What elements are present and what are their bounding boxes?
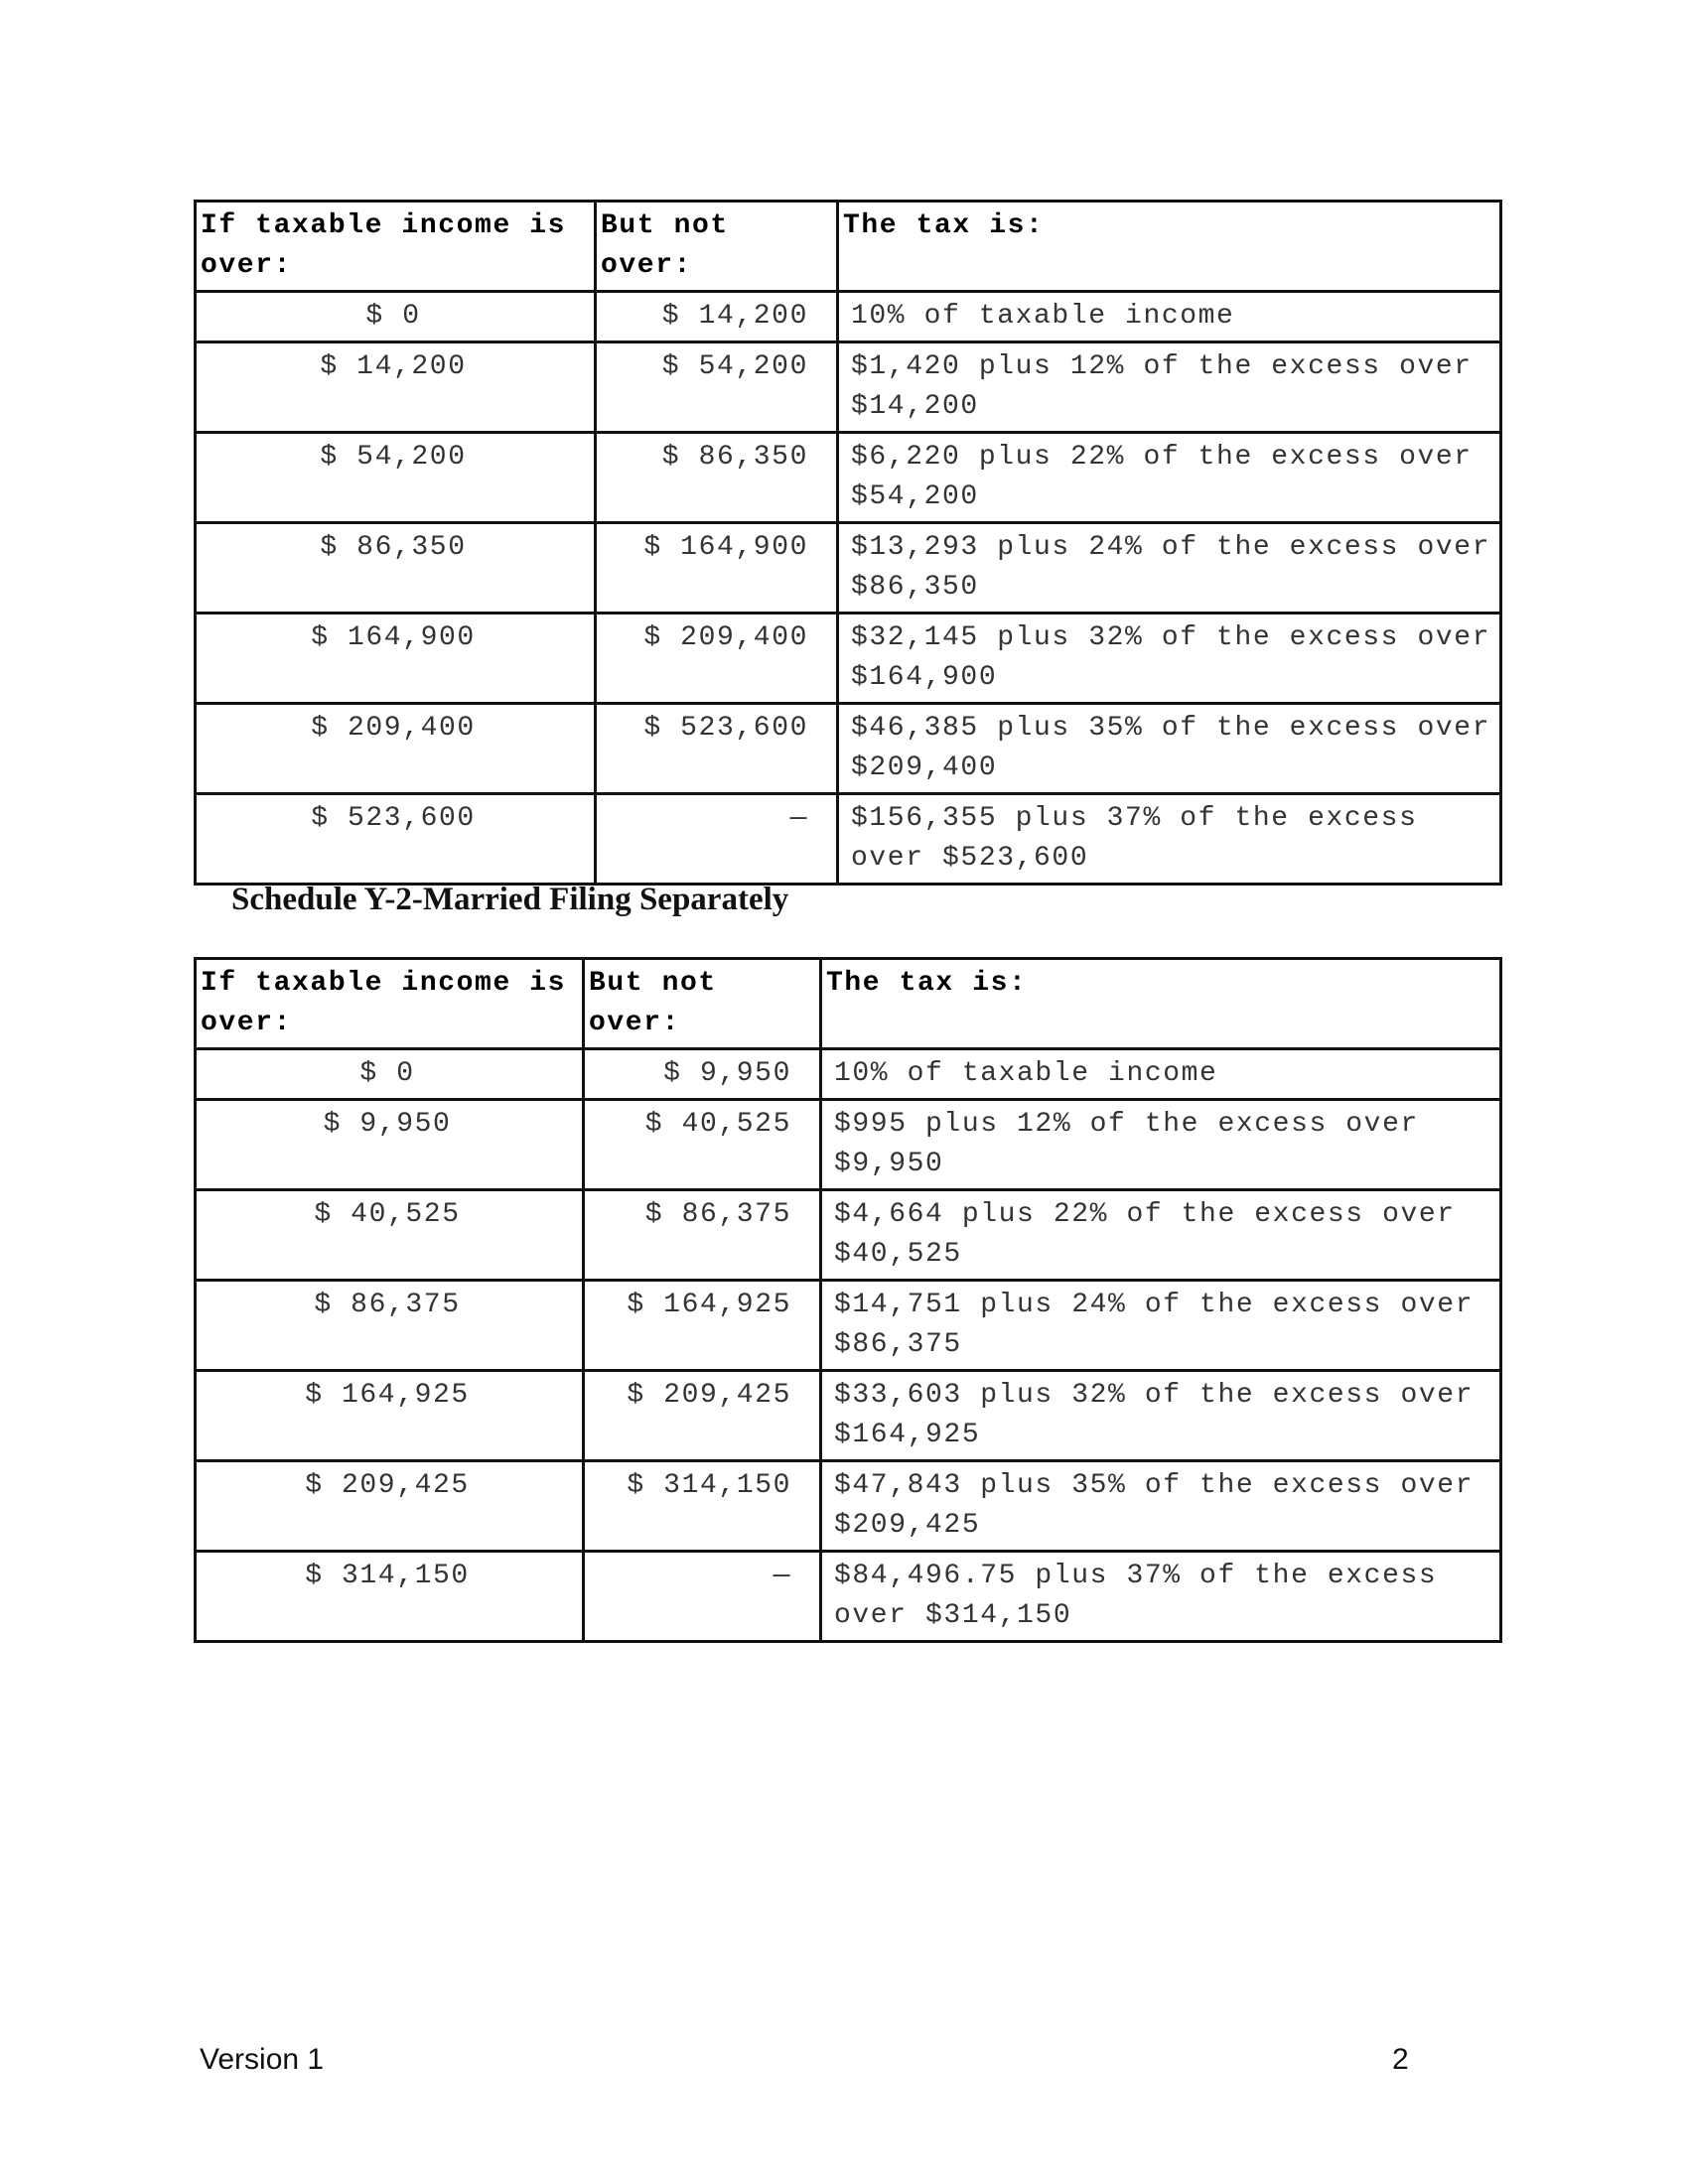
cell-tax-is: 10% of taxable income xyxy=(838,292,1501,342)
cell-income-over: $ 40,525 xyxy=(196,1190,584,1281)
cell-but-not-over: $ 164,925 xyxy=(584,1281,821,1371)
table-row xyxy=(196,523,1501,614)
cell-income-over: $ 314,150 xyxy=(196,1552,584,1642)
cell-tax-is: $84,496.75 plus 37% of the excess over $314,150 xyxy=(821,1552,1501,1642)
table-row xyxy=(196,433,1501,523)
cell-tax-is: $13,293 plus 24% of the excess over $86,350 xyxy=(838,523,1501,614)
cell-income-over: $ 164,900 xyxy=(196,614,596,704)
cell-tax-is: 10% of taxable income xyxy=(821,1049,1501,1100)
cell-income-over: $ 523,600 xyxy=(196,794,596,885)
cell-but-not-over: $ 40,525 xyxy=(584,1100,821,1190)
cell-income-over: $ 14,200 xyxy=(196,342,596,433)
header-but-not-over: But not over: xyxy=(596,202,838,292)
table-row xyxy=(196,704,1501,794)
footer-version: Version 1 xyxy=(200,2043,325,2076)
table-row xyxy=(196,292,1501,342)
header-but-not-over: But not over: xyxy=(584,959,821,1049)
table-row xyxy=(196,1190,1501,1281)
cell-income-over: $ 209,425 xyxy=(196,1461,584,1552)
table-row xyxy=(196,1100,1501,1190)
cell-but-not-over: $ 164,900 xyxy=(596,523,838,614)
cell-but-not-over: — xyxy=(584,1552,821,1642)
table-row xyxy=(196,1461,1501,1552)
table-row xyxy=(196,614,1501,704)
cell-but-not-over: $ 209,400 xyxy=(596,614,838,704)
cell-tax-is: $156,355 plus 37% of the excess over $523,600 xyxy=(838,794,1501,885)
cell-tax-is: $46,385 plus 35% of the excess over $209,400 xyxy=(838,704,1501,794)
cell-tax-is: $4,664 plus 22% of the excess over $40,525 xyxy=(821,1190,1501,1281)
schedule-heading: Schedule Y-2-Married Filing Separately xyxy=(231,882,789,917)
header-tax-is: The tax is: xyxy=(821,959,1501,1049)
cell-income-over: $ 54,200 xyxy=(196,433,596,523)
cell-but-not-over: $ 9,950 xyxy=(584,1049,821,1100)
cell-income-over: $ 0 xyxy=(196,292,596,342)
table-row xyxy=(196,1049,1501,1100)
cell-but-not-over: $ 14,200 xyxy=(596,292,838,342)
cell-tax-is: $14,751 plus 24% of the excess over $86,375 xyxy=(821,1281,1501,1371)
cell-income-over: $ 86,375 xyxy=(196,1281,584,1371)
table-row xyxy=(196,1371,1501,1461)
tax-bracket-table-2 xyxy=(194,957,1502,1643)
table-row xyxy=(196,1281,1501,1371)
cell-tax-is: $1,420 plus 12% of the excess over $14,200 xyxy=(838,342,1501,433)
cell-income-over: $ 0 xyxy=(196,1049,584,1100)
cell-tax-is: $995 plus 12% of the excess over $9,950 xyxy=(821,1100,1501,1190)
header-income-over: If taxable income is over: xyxy=(196,959,584,1049)
header-tax-is: The tax is: xyxy=(838,202,1501,292)
table-header-row xyxy=(196,959,1501,1049)
cell-but-not-over: $ 54,200 xyxy=(596,342,838,433)
table-header-row xyxy=(196,202,1501,292)
cell-tax-is: $6,220 plus 22% of the excess over $54,200 xyxy=(838,433,1501,523)
page-number: 2 xyxy=(1392,2043,1409,2076)
cell-but-not-over: $ 86,350 xyxy=(596,433,838,523)
cell-tax-is: $47,843 plus 35% of the excess over $209,425 xyxy=(821,1461,1501,1552)
cell-tax-is: $32,145 plus 32% of the excess over $164,900 xyxy=(838,614,1501,704)
table-row xyxy=(196,794,1501,885)
header-income-over: If taxable income is over: xyxy=(196,202,596,292)
cell-income-over: $ 164,925 xyxy=(196,1371,584,1461)
cell-but-not-over: $ 86,375 xyxy=(584,1190,821,1281)
tax-bracket-table-1 xyxy=(194,200,1502,886)
cell-but-not-over: $ 209,425 xyxy=(584,1371,821,1461)
cell-but-not-over: — xyxy=(596,794,838,885)
table-row xyxy=(196,342,1501,433)
cell-but-not-over: $ 523,600 xyxy=(596,704,838,794)
cell-income-over: $ 9,950 xyxy=(196,1100,584,1190)
table-row xyxy=(196,1552,1501,1642)
cell-tax-is: $33,603 plus 32% of the excess over $164,925 xyxy=(821,1371,1501,1461)
cell-income-over: $ 209,400 xyxy=(196,704,596,794)
cell-but-not-over: $ 314,150 xyxy=(584,1461,821,1552)
cell-income-over: $ 86,350 xyxy=(196,523,596,614)
